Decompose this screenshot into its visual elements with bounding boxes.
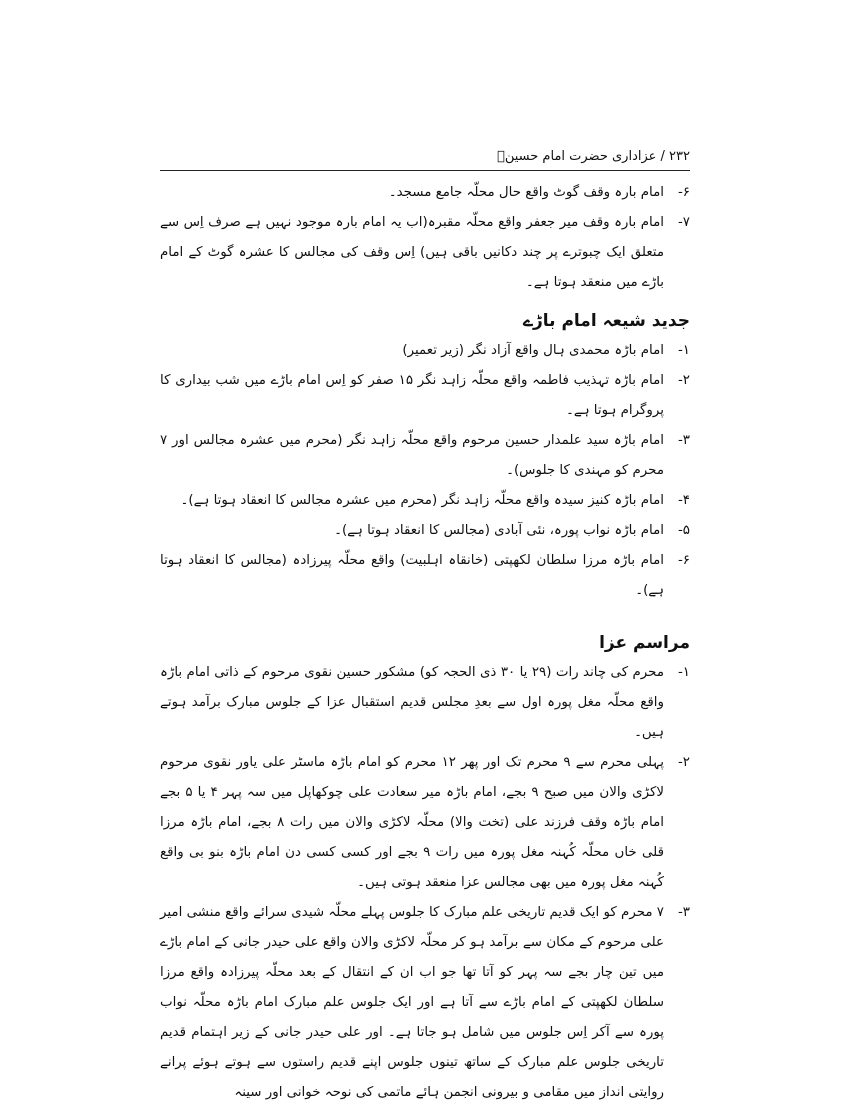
item-number: ۳- [677,433,690,448]
item-number: ۱- [677,665,690,680]
list-item [160,336,690,366]
page-content [160,178,690,1108]
list-item [160,208,690,298]
section-heading-mourning-rituals: مراسم عزا [599,633,690,653]
list-waqf-imambargahs [160,178,690,298]
list-item [160,178,690,208]
item-number: ۵- [677,523,690,538]
section-heading-new-imambargahs: جدید شیعہ امام باڑے [523,311,690,331]
item-number: ۲- [677,755,690,770]
item-number: ۶- [677,553,690,568]
list-new-imambargahs [160,336,690,606]
list-item [160,516,690,546]
item-text: امام باڑہ کنیز سیدہ واقع محلّہ زاہد نگر (محرم میں عشرہ مجالس کا انعقاد ہوتا ہے)۔ [180,493,664,508]
item-text: امام باڑہ سید علمدار حسین مرحوم واقع محلّہ زاہد نگر (محرم میں عشرہ مجالس اور ۷ محرم کو مہندی کا جلوس)۔ [160,433,664,478]
item-text: امام باڑہ تہذیب فاطمہ واقع محلّہ زاہد نگر ۱۵ صفر کو اِس امام باڑے میں شب بیداری کا پروگرام ہوتا ہے۔ [160,373,664,418]
item-text: امام باڑہ نواب پورہ، نئی آبادی (مجالس کا انعقاد ہوتا ہے)۔ [334,523,664,538]
item-text: امام باڑہ محمدی ہال واقع آزاد نگر (زیر تعمیر) [402,343,664,358]
list-item [160,546,690,606]
list-item [160,898,690,1108]
header-rule [160,170,690,171]
item-text: امام بارہ وقف گوٹ واقع حال محلّہ جامع مسجد۔ [388,185,664,200]
running-header: ۲۳۲ / عزاداری حضرت امام حسینؑ [497,149,690,164]
list-item [160,426,690,486]
list-item [160,658,690,748]
item-text: محرم کی چاند رات (۲۹ یا ۳۰ ذی الحجہ کو) مشکور حسین نقوی مرحوم کے ذاتی امام باڑہ واقع محلّہ مغل پورہ اول سے بعدِ مجلس قدیم استقبال عزا کے جلوس مبارک برآمد ہوتے ہیں۔ [160,665,664,740]
item-number: ۳- [677,905,690,920]
list-mourning-rituals [160,658,690,1108]
list-item [160,486,690,516]
item-number: ۶- [677,185,690,200]
item-text: امام بارہ وقف میر جعفر واقع محلّہ مقبرہ(اب یہ امام بارہ موجود نہیں ہے صرف اِس سے متعلق ایک چبوترے پر چند دکانیں باقی ہیں) اِس وقف کی مجالس کا عشرہ گوٹ کے امام باڑے میں منعقد ہوتا ہے۔ [160,215,664,290]
item-number: ۱- [677,343,690,358]
item-text: امام باڑہ مرزا سلطان لکھپتی (خانقاہ اہلبیت) واقع محلّہ پیرزادہ (مجالس کا انعقاد ہوتا ہے)۔ [160,553,664,598]
item-number: ۴- [677,493,690,508]
list-item [160,366,690,426]
item-number: ۲- [677,373,690,388]
item-text: ۷ محرم کو ایک قدیم تاریخی علم مبارک کا جلوس پہلے محلّہ شیدی سرائے واقع منشی امیر علی مرحوم کے مکان سے برآمد ہو کر محلّہ لاکڑی والان واقع علی حیدر جانی کے امام باڑے میں تین چار بجے سہ پہر کو آتا تھا جو اب ان کے انتقال کے بعد محلّہ پیرزادہ واقع مرزا سلطان لکھپتی کے امام باڑے سے آتا ہے اور ایک جلوس علم مبارک امام باڑہ محلّہ نواب پورہ سے آکر اِس جلوس میں شامل ہو جاتا ہے۔ اور علی حیدر جانی کے زیر اہتمام قدیم تاریخی جلوس علم مبارک کے ساتھ تینوں جلوس اپنے قدیم راستوں سے ہوتے ہوئے پرانے روایتی انداز میں مقامی و بیرونی انجمن ہائے ماتمی کی نوحہ خوانی اور سینہ [160,905,664,1100]
item-number: ۷- [677,215,690,230]
list-item [160,748,690,898]
item-text: پہلی محرم سے ۹ محرم تک اور پھر ۱۲ محرم کو امام باڑہ ماسٹر علی یاور نقوی مرحوم لاکڑی والان میں صبح ۹ بجے، امام باڑہ میر سعادت علی چوکھاپل میں سہ پہر ۴ یا ۵ بجے امام باڑہ وقف فرزند علی (تخت والا) محلّہ لاکڑی والان میں رات ۸ بجے، امام باڑہ مرزا قلی خاں محلّہ کُہنہ مغل پورہ میں رات ۹ بجے اور کسی کسی دن امام باڑہ بنو بی واقع کُہنہ مغل پورہ میں بھی مجالس عزا منعقد ہوتی ہیں۔ [160,755,665,890]
